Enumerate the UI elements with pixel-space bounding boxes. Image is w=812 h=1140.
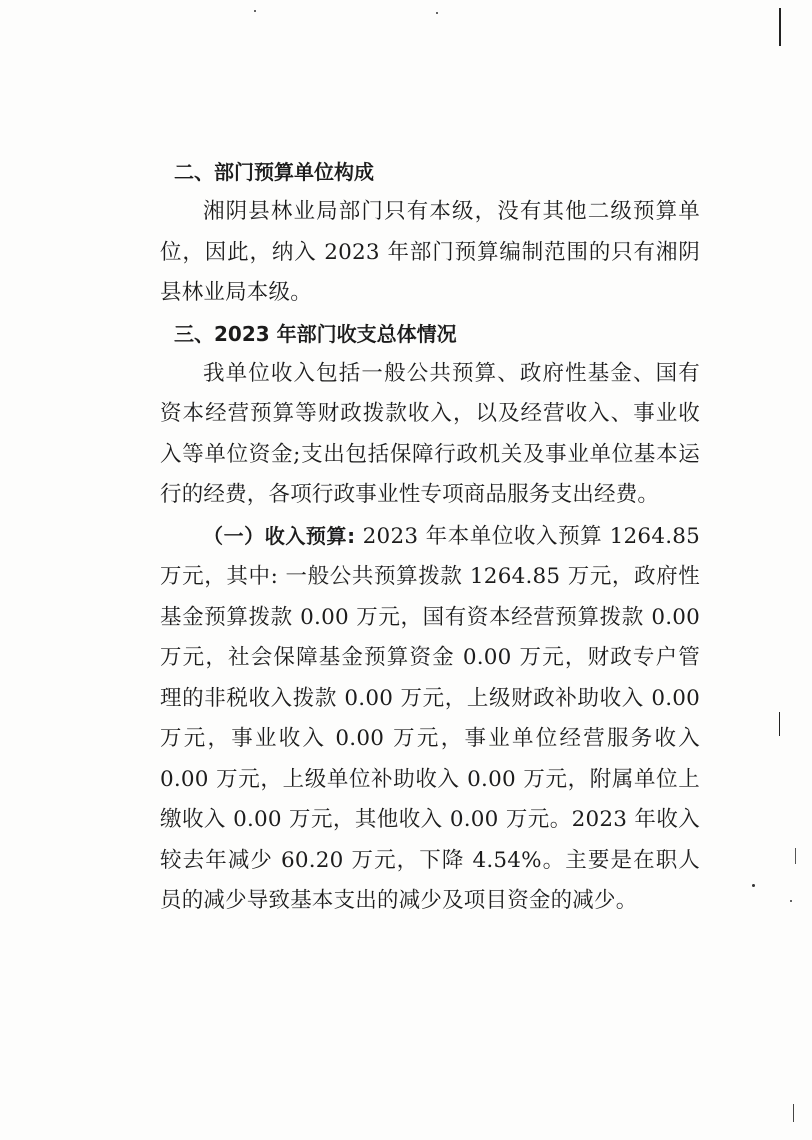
scan-speck [254,10,256,12]
section-3-heading: 三、2023 年部门收支总体情况 [174,321,457,346]
section-2-paragraph: 湘阴县林业局部门只有本级，没有其他二级预算单位，因此，纳入 2023 年部门预算编制范围的只有湘阴县林业局本级。 [160,199,700,305]
income-budget-text: 2023 年本单位收入预算 1264.85 万元，其中: 一般公共预算拨款 1264.85 万元，政府性基金预算拨款 0.00 万元，国有资本经营预算拨款 0.00 万元，社会保障基金预算资金 0.00 万元，财政专户管理的非税收入拨款 0.00 万元，上级财政补助收入 0.00 万元，事业收入 0.00 万元，事业单位经营服务收入 0.00 万元，上级单位补助收入 0.00 万元，附属单位上缴收入 0.00 万元，其他收入 0.00 万元。2023 年收入较去年减少 60.20 万元，下降 4.54%。主要是在职人员的减少导致基本支出的减少及项目资金的减少。 [160,523,700,913]
scan-speck [790,900,792,902]
scan-speck [752,884,755,887]
income-budget-paragraph [160,516,700,922]
scan-edge-mark [793,1104,794,1122]
document-body [160,152,700,922]
scan-speck [436,12,438,14]
scan-edge-mark [779,8,781,46]
scan-edge-mark [779,712,780,736]
income-budget-label: （一）收入预算: [203,523,356,548]
section-3-paragraph: 我单位收入包括一般公共预算、政府性基金、国有资本经营预算等财政拨款收入，以及经营收入、事业收入等单位资金;支出包括保障行政机关及事业单位基本运行的经费，各项行政事业性专项商品服务支出经费。 [160,360,700,507]
scan-edge-mark [795,848,796,864]
section-2-heading: 二、部门预算单位构成 [174,160,374,184]
